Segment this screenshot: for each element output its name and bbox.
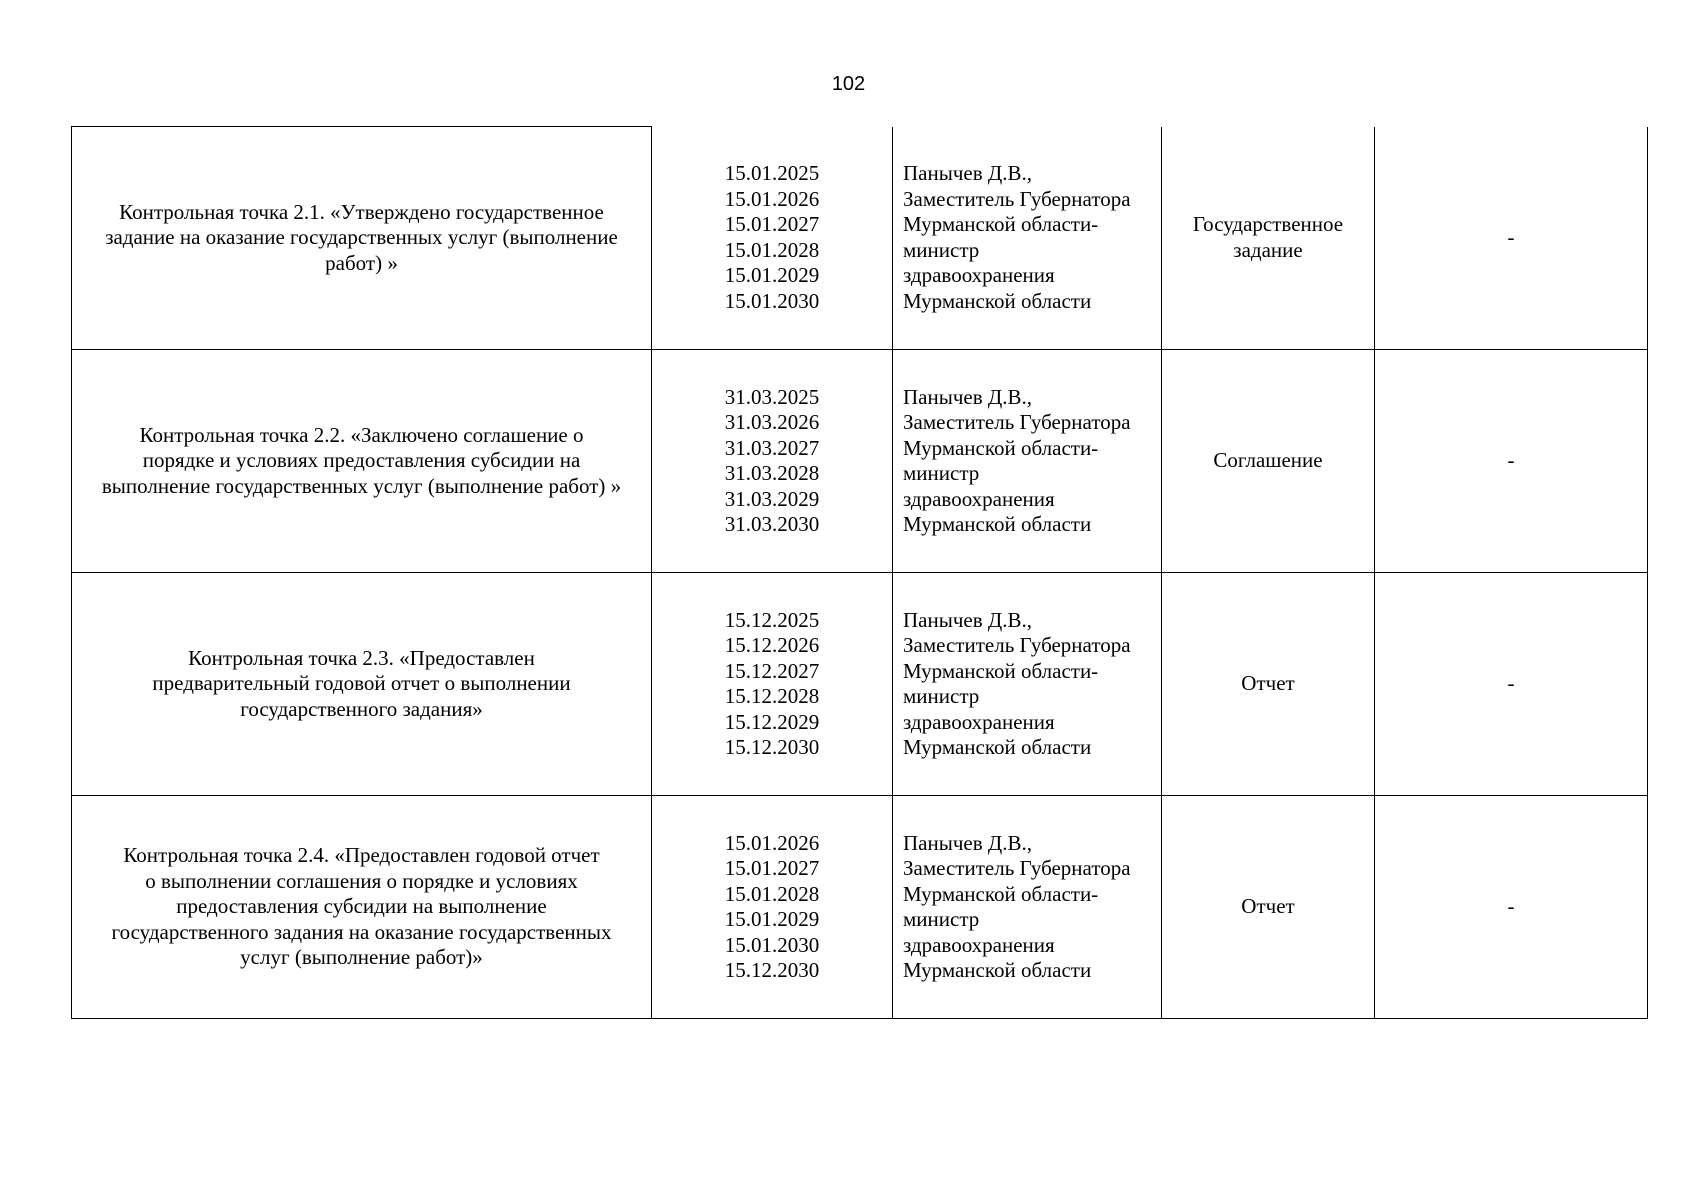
control-point-name-cell: [72, 796, 652, 1019]
responsible-cell: [893, 350, 1162, 573]
responsible-line: Мурманской области-: [903, 881, 1099, 906]
dates-cell: [652, 127, 893, 350]
responsible-cell: [893, 127, 1162, 350]
date-value: 15.12.2027: [724, 658, 820, 683]
table-row: [72, 573, 1648, 796]
control-point-name-line: услуг (выполнение работ)»: [240, 945, 483, 970]
document-type-cell: [1162, 127, 1375, 350]
responsible-cell: [893, 796, 1162, 1019]
date-value: 15.12.2029: [724, 709, 820, 734]
control-point-name-cell: [72, 573, 652, 796]
control-point-name-cell: [72, 127, 652, 350]
control-point-name-line: предварительный годовой отчет о выполнении: [152, 671, 571, 696]
date-value: 15.01.2029: [724, 907, 820, 931]
table-row: [72, 796, 1648, 1019]
document-type-cell: [1162, 350, 1375, 573]
date-value: 31.03.2026: [724, 410, 820, 434]
responsible-line: Мурманской области-: [903, 435, 1099, 460]
date-value: 31.03.2030: [724, 512, 820, 536]
control-points-table: [71, 126, 1648, 1019]
table-row: [72, 127, 1648, 350]
document-type-line: Отчет: [1241, 671, 1295, 696]
responsible-line: министр: [903, 684, 980, 708]
date-value: 15.01.2028: [724, 881, 820, 906]
extra-cell: [1375, 796, 1648, 1019]
date-value: 15.12.2030: [724, 735, 820, 759]
date-value: 15.12.2028: [724, 684, 820, 708]
date-value: 31.03.2029: [724, 486, 820, 511]
page-number: 102: [831, 73, 866, 95]
date-value: 31.03.2027: [724, 435, 820, 460]
responsible-line: здравоохранения: [903, 932, 1055, 957]
extra-value: -: [1507, 671, 1515, 696]
responsible-line: министр: [903, 907, 980, 931]
document-type-line: Отчет: [1241, 894, 1295, 919]
control-point-name-line: предоставления субсидии на выполнение: [176, 894, 547, 919]
date-value: 15.01.2027: [724, 212, 820, 237]
document-type-cell: [1162, 796, 1375, 1019]
extra-cell: [1375, 573, 1648, 796]
extra-value: -: [1507, 448, 1515, 473]
responsible-line: здравоохранения: [903, 486, 1055, 511]
responsible-line: Заместитель Губернатора: [903, 633, 1131, 657]
responsible-line: министр: [903, 461, 980, 485]
control-point-name-line: выполнение государственных услуг (выполнение работ) »: [101, 473, 622, 498]
control-point-name-line: работ) »: [325, 250, 398, 275]
control-point-name-line: государственного задания на оказание государственных: [111, 919, 612, 944]
document-type-line: Соглашение: [1213, 448, 1323, 473]
responsible-line: Панычев Д.В.,: [903, 161, 1032, 186]
extra-cell: [1375, 127, 1648, 350]
responsible-line: Мурманской области-: [903, 212, 1099, 237]
date-value: 15.01.2026: [724, 830, 820, 855]
responsible-line: Заместитель Губернатора: [903, 186, 1131, 211]
document-type-line: задание: [1233, 237, 1303, 262]
date-value: 15.01.2029: [724, 263, 820, 288]
date-value: 15.01.2030: [724, 932, 820, 957]
date-value: 15.01.2025: [724, 161, 820, 186]
control-point-name-line: о выполнении соглашения о порядке и условиях: [145, 868, 578, 893]
date-value: 15.12.2025: [724, 607, 820, 632]
control-point-name-line: Контрольная точка 2.1. «Утверждено государственное: [119, 199, 604, 224]
responsible-line: Панычев Д.В.,: [903, 607, 1032, 632]
date-value: 15.12.2030: [724, 958, 820, 982]
control-point-name-line: порядке и условиях предоставления субсидии на: [142, 448, 581, 473]
responsible-line: Заместитель Губернатора: [903, 856, 1131, 880]
date-value: 15.01.2030: [724, 288, 820, 313]
extra-value: -: [1507, 225, 1515, 249]
control-point-name-line: Контрольная точка 2.4. «Предоставлен годовой отчет: [123, 843, 600, 868]
control-point-name-line: государственного задания»: [240, 696, 483, 721]
date-value: 31.03.2025: [724, 384, 820, 409]
date-value: 15.12.2026: [724, 633, 820, 657]
table-row: [72, 350, 1648, 573]
responsible-line: Мурманской области: [903, 288, 1092, 313]
responsible-line: здравоохранения: [903, 263, 1055, 288]
responsible-line: Панычев Д.В.,: [903, 384, 1032, 409]
date-value: 15.01.2028: [724, 237, 820, 262]
control-point-name-line: Контрольная точка 2.3. «Предоставлен: [188, 645, 535, 670]
extra-value: -: [1507, 894, 1515, 919]
responsible-cell: [893, 573, 1162, 796]
extra-cell: [1375, 350, 1648, 573]
document-type-line: Государственное: [1192, 212, 1344, 237]
dates-cell: [652, 573, 893, 796]
control-point-name-cell: [72, 350, 652, 573]
date-value: 15.01.2026: [724, 186, 820, 211]
control-point-name-line: задание на оказание государственных услуг (выполнение: [105, 225, 618, 250]
responsible-line: Мурманской области: [903, 958, 1092, 982]
control-point-name-line: Контрольная точка 2.2. «Заключено соглашение о: [139, 422, 584, 447]
responsible-line: Панычев Д.В.,: [903, 830, 1032, 855]
document-type-cell: [1162, 573, 1375, 796]
responsible-line: здравоохранения: [903, 709, 1055, 734]
responsible-line: Заместитель Губернатора: [903, 410, 1131, 434]
responsible-line: Мурманской области: [903, 512, 1092, 536]
date-value: 15.01.2027: [724, 856, 820, 880]
dates-cell: [652, 350, 893, 573]
responsible-line: Мурманской области: [903, 735, 1092, 759]
responsible-line: Мурманской области-: [903, 658, 1099, 683]
date-value: 31.03.2028: [724, 461, 820, 485]
dates-cell: [652, 796, 893, 1019]
responsible-line: министр: [903, 237, 980, 262]
